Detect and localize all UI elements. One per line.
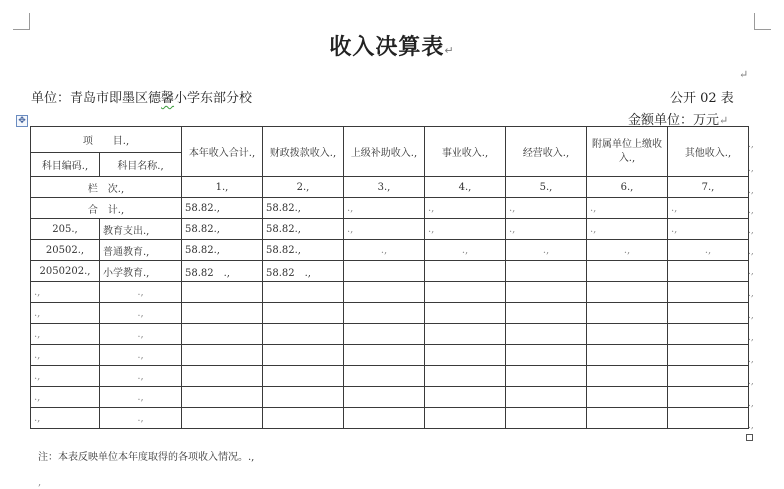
- header-subject-code: 科目编码.,: [31, 153, 100, 177]
- header-item: 项 目.,: [31, 127, 182, 153]
- subject-name[interactable]: 普通教育.,: [100, 240, 182, 261]
- row-end-mark: .,: [748, 333, 754, 343]
- row-end-mark: .,: [748, 289, 754, 299]
- table-row: [31, 261, 749, 282]
- row-end-mark: .,: [748, 186, 754, 196]
- empty-cell[interactable]: .,: [100, 324, 182, 345]
- table-row: [31, 240, 749, 261]
- empty-cell[interactable]: .,: [31, 345, 100, 366]
- table-row-empty: [31, 366, 749, 387]
- document-title: [0, 30, 784, 61]
- col-no-label: 栏 次.,: [31, 177, 182, 198]
- col-number: 2.,: [263, 177, 344, 198]
- empty-cell[interactable]: .,: [344, 219, 425, 240]
- empty-cell[interactable]: .,: [100, 366, 182, 387]
- table-row-empty: [31, 345, 749, 366]
- value-fiscal[interactable]: 58.82 .,: [263, 261, 344, 282]
- value-fiscal[interactable]: 58.82.,: [263, 219, 344, 240]
- table-row: [31, 219, 749, 240]
- empty-cell[interactable]: .,: [668, 219, 749, 240]
- value-total[interactable]: 58.82 .,: [182, 261, 263, 282]
- row-end-mark: .,: [748, 140, 754, 150]
- col-number: 3.,: [344, 177, 425, 198]
- empty-cell[interactable]: .,: [506, 219, 587, 240]
- subject-code[interactable]: 2050202.,: [31, 261, 100, 282]
- subject-code[interactable]: 20502.,: [31, 240, 100, 261]
- empty-cell[interactable]: .,: [587, 240, 668, 261]
- empty-cell[interactable]: .,: [344, 198, 425, 219]
- unit-label: 单位：: [31, 91, 71, 106]
- row-end-mark: .,: [748, 226, 754, 236]
- empty-cell[interactable]: .,: [31, 282, 100, 303]
- paragraph-mark: ↵: [719, 114, 729, 127]
- subject-name[interactable]: 小学教育.,: [100, 261, 182, 282]
- col-header-1: 本年收入合计.,: [182, 127, 263, 177]
- row-end-mark: .,: [748, 164, 754, 174]
- col-header-4: 事业收入.,: [425, 127, 506, 177]
- col-header-3: 上级补助收入.,: [344, 127, 425, 177]
- money-unit: 金额单位：万元: [628, 113, 720, 128]
- empty-cell[interactable]: [668, 261, 749, 282]
- col-number: 4.,: [425, 177, 506, 198]
- header-subject-name: 科目名称.,: [100, 153, 182, 177]
- unit-line: [31, 87, 252, 106]
- row-end-mark: .,: [748, 267, 754, 277]
- empty-cell[interactable]: .,: [31, 408, 100, 429]
- crop-mark-top-right: [754, 13, 771, 30]
- empty-cell[interactable]: .,: [100, 282, 182, 303]
- row-end-mark: .,: [748, 421, 754, 431]
- empty-cell[interactable]: .,: [100, 345, 182, 366]
- paragraph-mark: ↵: [739, 68, 749, 81]
- subject-code[interactable]: 205.,: [31, 219, 100, 240]
- row-end-mark: .,: [748, 206, 754, 216]
- col-number: 6.,: [587, 177, 668, 198]
- empty-cell[interactable]: .,: [100, 303, 182, 324]
- col-header-5: 经营收入.,: [506, 127, 587, 177]
- table-row-empty: [31, 387, 749, 408]
- value-fiscal[interactable]: 58.82.,: [263, 240, 344, 261]
- total-value-1[interactable]: 58.82.,: [182, 198, 263, 219]
- row-end-mark: .,: [748, 399, 754, 409]
- unit-name-part: 小学东部分校: [174, 91, 253, 106]
- empty-cell[interactable]: .,: [668, 198, 749, 219]
- unit-name-part: 青岛市即墨区德: [70, 91, 162, 106]
- col-number: 5.,: [506, 177, 587, 198]
- row-end-mark: .,: [748, 377, 754, 387]
- empty-cell[interactable]: .,: [587, 198, 668, 219]
- col-header-2: 财政拨款收入.,: [263, 127, 344, 177]
- table-resize-handle-icon[interactable]: [746, 434, 753, 441]
- empty-cell[interactable]: .,: [31, 303, 100, 324]
- table-row-empty: [31, 282, 749, 303]
- empty-cell[interactable]: .,: [31, 387, 100, 408]
- row-end-mark: .,: [748, 247, 754, 257]
- empty-cell[interactable]: .,: [506, 240, 587, 261]
- value-total[interactable]: 58.82.,: [182, 240, 263, 261]
- subject-name[interactable]: 教育支出.,: [100, 219, 182, 240]
- title-text: 收入决算表: [329, 35, 445, 60]
- spell-flagged-word: 馨: [161, 91, 175, 106]
- table-row-empty: [31, 303, 749, 324]
- table-note: 注：本表反映单位本年度取得的各项收入情况。.,: [38, 452, 255, 463]
- crop-mark-top-left: [13, 13, 30, 30]
- empty-cell[interactable]: .,: [31, 324, 100, 345]
- row-end-mark: .,: [748, 355, 754, 365]
- col-header-7: 其他收入.,: [668, 127, 749, 177]
- empty-cell[interactable]: .,: [425, 219, 506, 240]
- table-row-empty: [31, 324, 749, 345]
- income-table: [30, 126, 749, 429]
- empty-cell[interactable]: [425, 261, 506, 282]
- row-end-mark: .,: [748, 311, 754, 321]
- empty-cell[interactable]: .,: [425, 198, 506, 219]
- move-handle-icon[interactable]: ✥: [16, 115, 28, 127]
- table-row-empty: [31, 408, 749, 429]
- empty-cell[interactable]: [506, 261, 587, 282]
- empty-cell[interactable]: [344, 261, 425, 282]
- empty-cell[interactable]: .,: [344, 240, 425, 261]
- table-row-total: [31, 198, 749, 219]
- value-total[interactable]: 58.82.,: [182, 219, 263, 240]
- empty-paragraph-mark: ,: [38, 477, 42, 488]
- col-number: 1.,: [182, 177, 263, 198]
- paragraph-mark: ↵: [444, 44, 455, 57]
- col-header-6: 附属单位上缴收入.,: [587, 127, 668, 177]
- col-number: 7.,: [668, 177, 749, 198]
- empty-cell[interactable]: .,: [587, 219, 668, 240]
- empty-cell[interactable]: .,: [31, 366, 100, 387]
- total-label: 合 计.,: [31, 198, 182, 219]
- empty-cell[interactable]: .,: [506, 198, 587, 219]
- empty-cell[interactable]: .,: [100, 387, 182, 408]
- form-code: 公开 02 表: [670, 91, 734, 106]
- empty-cell[interactable]: .,: [100, 408, 182, 429]
- empty-cell[interactable]: [587, 261, 668, 282]
- empty-cell[interactable]: .,: [425, 240, 506, 261]
- empty-cell[interactable]: .,: [668, 240, 749, 261]
- total-value-2[interactable]: 58.82.,: [263, 198, 344, 219]
